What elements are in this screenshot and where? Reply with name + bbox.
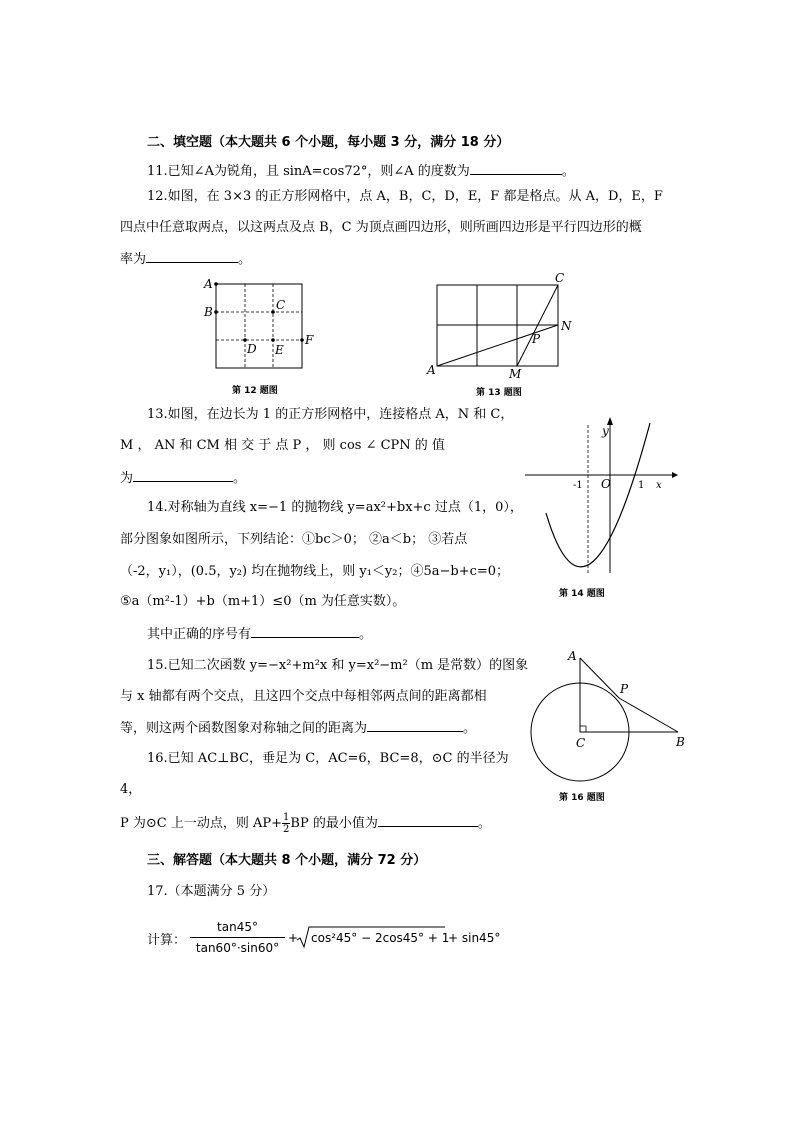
fraction-numerator: tan45° <box>190 920 285 938</box>
label-y: y <box>602 424 609 438</box>
q12-line1: 12.如图，在 3×3 的正方形网格中，点 A，B，C，D，E，F 都是格点。从 A，D，E，F <box>147 189 663 204</box>
label-C: C <box>576 736 586 750</box>
answer-blank <box>367 719 463 732</box>
answer-blank <box>251 625 359 638</box>
label-A: A <box>568 649 577 663</box>
q15-line1: 15.已知二次函数 y=−x²+m²x 和 y=x²−m²（m 是常数）的图象 <box>147 658 529 673</box>
answer-blank <box>378 814 478 827</box>
label-D: D <box>247 342 257 356</box>
answer-blank <box>470 162 562 175</box>
question-11: 11.已知∠A为锐角，且 sinA=cos72°，则∠A 的度数为 。 <box>147 164 575 179</box>
q14-line5: 其中正确的序号有 。 <box>147 627 373 642</box>
label-A: A <box>204 277 213 291</box>
section2-header: 二、填空题（本大题共 6 个小题，每小题 3 分，满分 18 分） <box>147 135 510 150</box>
label-neg1: -1 <box>573 480 583 491</box>
figure-13-caption: 第 13 题图 <box>476 388 522 398</box>
q17-fraction <box>190 920 285 955</box>
figure-12-caption: 第 12 题图 <box>232 386 278 396</box>
figure-16-caption: 第 16 题图 <box>559 793 605 803</box>
plus-sign: + <box>288 931 299 945</box>
label-1: 1 <box>638 480 645 491</box>
section3-header: 三、解答题（本大题共 8 个小题，满分 72 分） <box>147 853 427 868</box>
sqrt-content: cos²45° − 2cos45° + 1 <box>311 931 450 945</box>
q17-prefix: 计算： <box>147 933 187 948</box>
q12-line3: 率为 。 <box>120 252 252 267</box>
q12-line2: 四点中任意取两点，以这两点及点 B，C 为顶点画四边形，则所画四边形是平行四边形的概 <box>120 220 642 235</box>
label-A: A <box>427 363 436 377</box>
q14-line2: 部分图象如图所示，下列结论：①bc＞0； ②a＜b； ③若点 <box>120 532 468 547</box>
q15-line3: 等，则这两个函数图象对称轴之间的距离为 。 <box>120 721 477 736</box>
q11-text: 11.已知∠A为锐角，且 sinA=cos72°，则∠A 的度数为 <box>147 164 470 179</box>
figure-13 <box>425 270 585 380</box>
figure-12 <box>200 276 320 376</box>
q14-line4: ⑤a（m²-1）+b（m+1）≤0（m 为任意实数）。 <box>120 594 406 609</box>
figure-14-caption: 第 14 题图 <box>559 589 605 599</box>
q17-title: 17.（本题满分 5 分） <box>147 884 276 899</box>
fraction-denominator: tan60°·sin60° <box>195 941 280 955</box>
label-P: P <box>620 682 629 696</box>
figure-14 <box>522 415 682 580</box>
label-P: P <box>532 332 541 346</box>
q14-line3: （-2，y₁），(0.5，y₂) 均在抛物线上，则 y₁＜y₂；④5a−b+c=0； <box>120 564 510 579</box>
label-N: N <box>561 319 572 333</box>
label-F: F <box>305 333 314 347</box>
label-B: B <box>676 735 685 749</box>
parabola <box>546 423 650 567</box>
q16-line3: P 为⊙C 上一动点，则 AP+ $\frac{1}{2}$ BP 的最小值为 。 <box>120 812 491 835</box>
answer-blank <box>146 250 238 263</box>
tail-term: + sin45° <box>448 931 501 945</box>
q16-line2: 4， <box>120 782 142 797</box>
figure-16 <box>525 645 695 785</box>
q15-line2: 与 x 轴都有两个交点，且这四个交点中每相邻两点间的距离都相 <box>120 689 487 704</box>
q16-line1: 16.已知 AC⊥BC，垂足为 C，AC=6，BC=8，⊙C 的半径为 <box>147 751 509 766</box>
label-M: M <box>509 367 522 381</box>
answer-blank <box>133 469 233 482</box>
label-O: O <box>601 477 611 491</box>
grid-border <box>216 284 302 368</box>
q13-line2: M ， AN 和 CM 相 交 于 点 P ， 则 cos ∠ CPN 的 值 <box>120 438 445 453</box>
q13-line3: 为 。 <box>120 471 247 486</box>
q14-line1: 14.对称轴为直线 x=−1 的抛物线 y=ax²+bx+c 过点（1，0）， <box>147 500 523 515</box>
q13-line1: 13.如图，在边长为 1 的正方形网格中，连接格点 A，N 和 C， <box>147 407 514 422</box>
label-C: C <box>276 298 286 312</box>
fraction-one-half: $\frac{1}{2}$ <box>283 812 290 835</box>
label-C: C <box>555 271 565 285</box>
label-B: B <box>204 305 213 319</box>
label-E: E <box>275 343 284 357</box>
label-x: x <box>656 480 662 491</box>
